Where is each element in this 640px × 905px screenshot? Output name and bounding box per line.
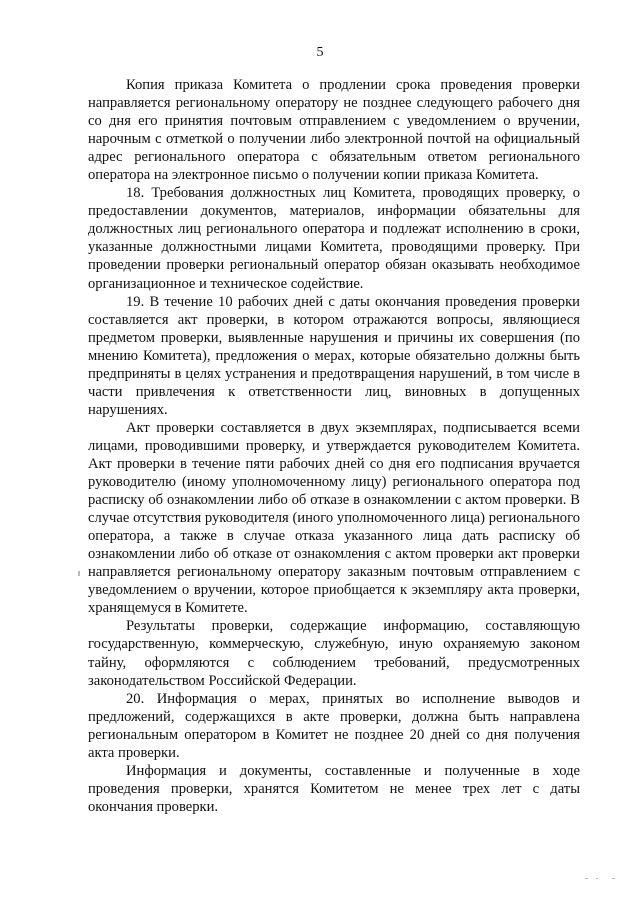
paragraph-documents-retention: Информация и документы, составленные и полученные в ходе проведения проверки, хранятся Комитетом не менее трех лет с даты окончания проверки. (88, 762, 580, 815)
document-body (88, 76, 580, 816)
scan-speck-bottom-right (585, 878, 588, 879)
paragraph-extension-order-copy: Копия приказа Комитета о продлении срока проведения проверки направляется региональному оператору не позднее следующего рабочего дня со дня его принятия почтовым отправлением с уведомлением о вручении, нарочным с отметкой о получении либо электронной почтой на официальный адрес регионального оператора с обязательным ответом регионального оператора на электронное письмо о получении копии приказа Комитета. (88, 77, 580, 184)
paragraph-confidential-results: Результаты проверки, содержащие информацию, составляющую государственную, коммерческую, служебную, иную охраняемую законом тайну, оформляются с соблюдением требований, предусмотренных законодательством Российской Федерации. (88, 618, 580, 689)
scan-speck-bottom-right-2 (596, 878, 598, 879)
scan-speck-bottom-right-3 (612, 878, 615, 879)
paragraph-act-copies-delivery: Акт проверки составляется в двух экземплярах, подписывается всеми лицами, проводившими проверку, и утверждается руководителем Комитета. Акт проверки в течение пяти рабочих дней со дня его подписания вручается руководителю (иному уполномоченному лицу) регионального оператора под расписку об ознакомлении либо об отказе в ознакомлении с актом проверки. В случае отсутствия руководителя (иного уполномоченного лица) регионального оператора, а также в случае отказа указанного лица дать расписку об ознакомлении либо об отказе от ознакомления с актом проверки акт проверки направляется региональному оператору заказным почтовым отправлением с уведомлением о вручении, которое приобщается к экземпляру акта проверки, хранящемуся в Комитете. (88, 419, 580, 617)
paragraph-18-official-requests: 18. Требования должностных лиц Комитета, проводящих проверку, о предоставлении документов, материалов, информации обязательны для должностных лиц регионального оператора и подлежат исполнению в сроки, указанные должностными лицами Комитета, проводящими проверку. При проведении проверки региональный оператор обязан оказывать необходимое организационное и техническое содействие. (88, 185, 580, 292)
scan-speck-left-margin (78, 571, 80, 576)
page-number: 5 (316, 45, 324, 60)
paragraph-20-measures-information: 20. Информация о мерах, принятых во исполнение выводов и предложений, содержащихся в акте проверки, должна быть направлена региональным оператором в Комитет не позднее 20 дней со дня получения акта проверки. (88, 690, 580, 761)
paragraph-19-inspection-act: 19. В течение 10 рабочих дней с даты окончания проведения проверки составляется акт проверки, в котором отражаются вопросы, являющиеся предметом проверки, выявленные нарушения и причины их совершения (по мнению Комитета), предложения о мерах, которые обязательно должны быть предприняты в целях устранения и предотвращения нарушений, в том числе в части привлечения к ответственности лиц, виновных в допущенных нарушениях. (88, 293, 580, 418)
